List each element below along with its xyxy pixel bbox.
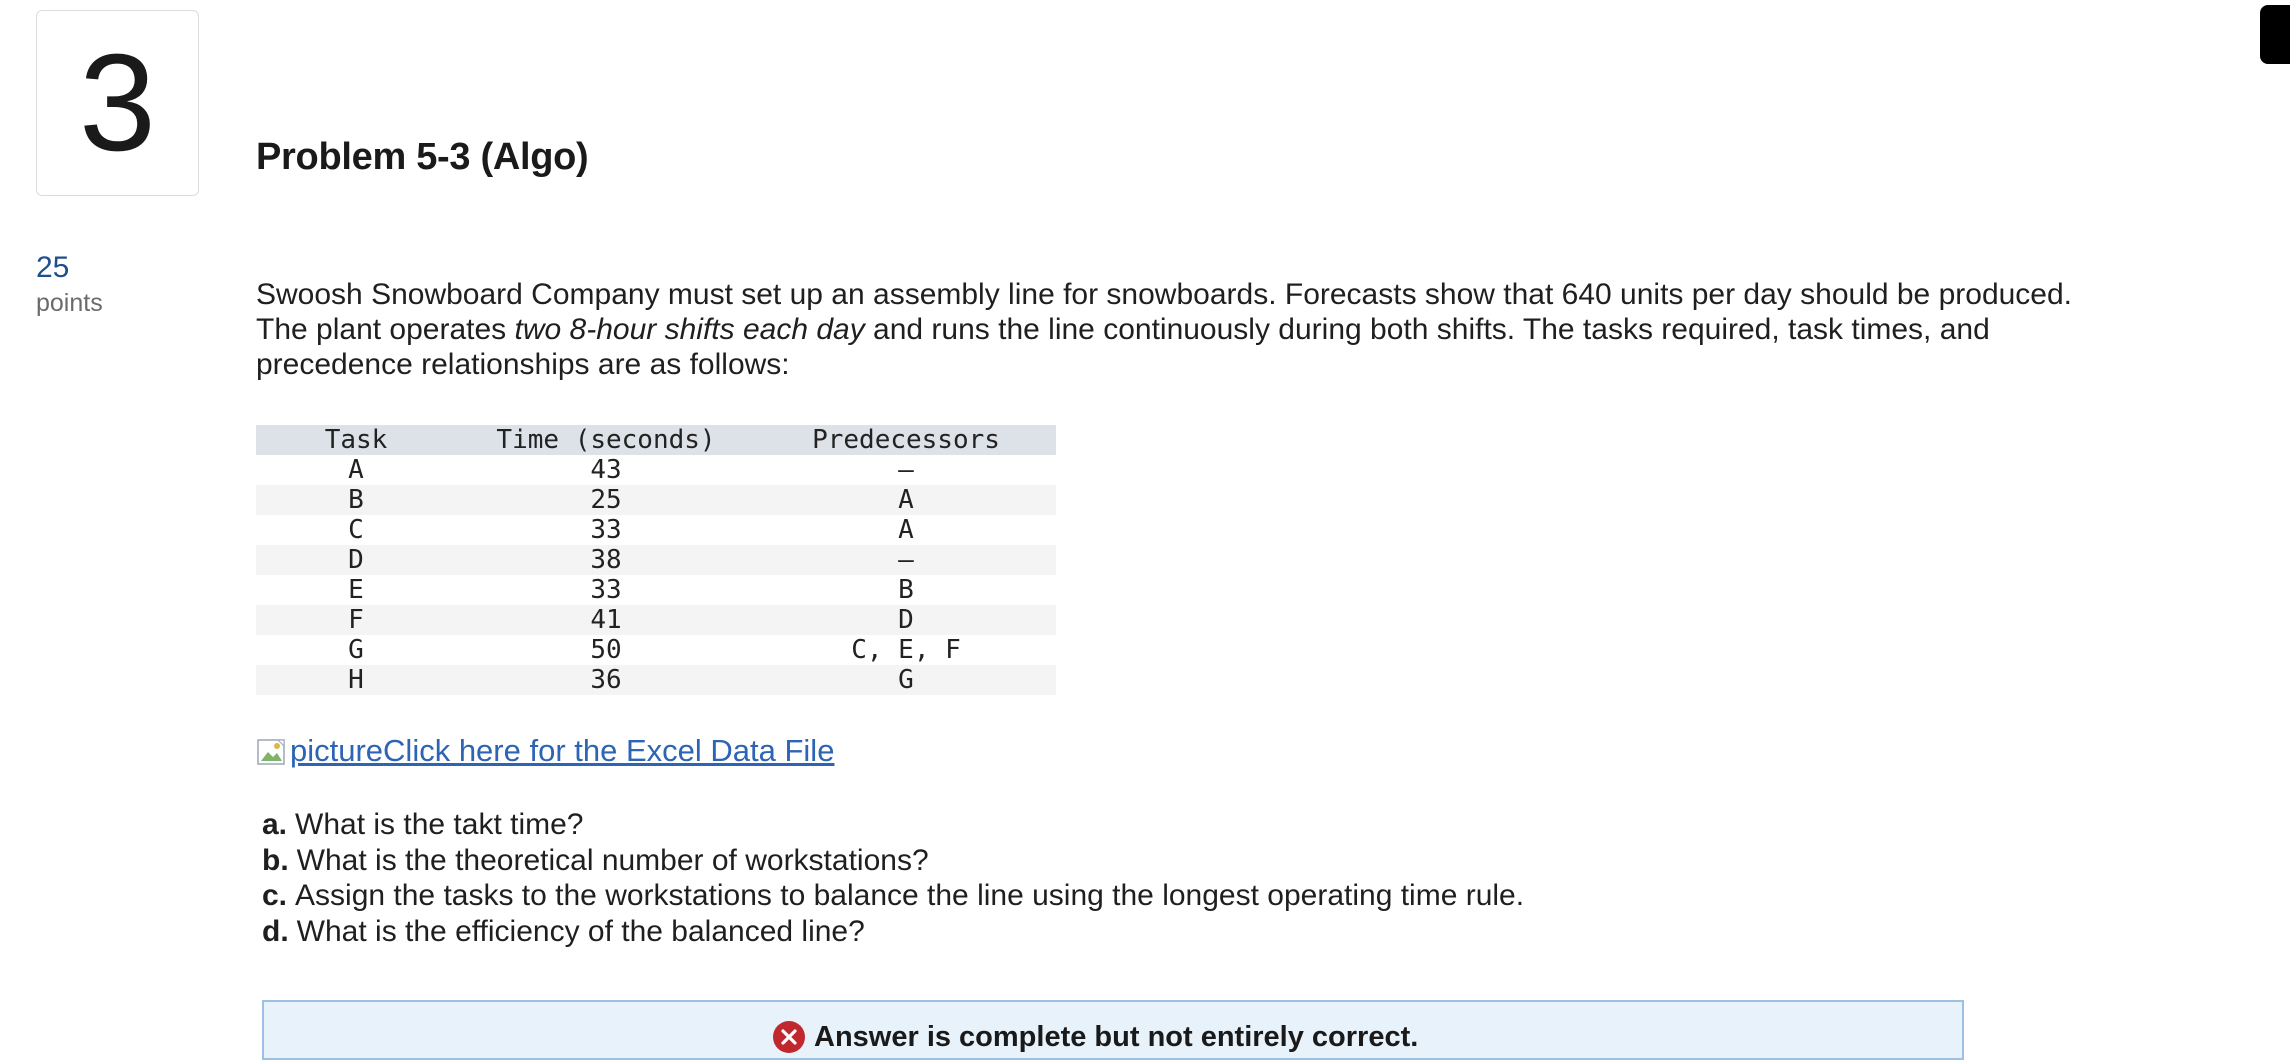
cell-time: 36	[590, 665, 622, 695]
cell-predecessors: —	[898, 455, 914, 485]
cell-time: 41	[590, 605, 622, 635]
excel-data-file-link[interactable]	[256, 733, 834, 769]
table-row	[256, 485, 1056, 515]
table-row	[256, 605, 1056, 635]
cell-task: E	[348, 575, 364, 605]
cell-task: A	[348, 455, 364, 485]
question-text: Assign the tasks to the workstations to balance the line using the longest operating time rule.	[295, 879, 1525, 912]
problem-statement-part2: and runs the line continuously during both shifts. The tasks required, task times, and precedence relationships are as follows:	[256, 313, 1990, 381]
cell-time: 38	[590, 545, 622, 575]
question-text: What is the efficiency of the balanced line?	[296, 914, 865, 948]
feedback-message: Answer is complete but not entirely correct.	[814, 1020, 1419, 1053]
cell-predecessors: —	[898, 545, 914, 575]
question-number: 3	[79, 26, 156, 180]
table-row	[256, 575, 1056, 605]
table-row	[256, 665, 1056, 695]
cell-task: B	[348, 485, 364, 515]
cell-predecessors: A	[898, 485, 914, 515]
cell-task: C	[348, 515, 364, 545]
question-text: What is the takt time?	[295, 808, 584, 841]
list-item	[262, 807, 1524, 843]
problem-statement-part1: Swoosh Snowboard Company must set up an assembly line for snowboards. Forecasts show that 640 units per day should be produced. The plant operates	[256, 278, 2073, 346]
points-label: points	[36, 289, 103, 317]
feedback-content	[772, 1020, 1418, 1054]
question-list	[262, 807, 1524, 949]
cell-task: D	[348, 545, 364, 575]
question-letter: b.	[262, 843, 289, 877]
problem-statement	[256, 277, 2116, 382]
side-panel-tab[interactable]	[2260, 5, 2290, 64]
cell-time: 50	[590, 635, 622, 665]
cell-task: H	[348, 665, 364, 695]
cell-predecessors: B	[898, 575, 914, 605]
table-header-time: Time (seconds)	[496, 425, 716, 455]
points-value: 25	[36, 251, 70, 284]
task-table	[256, 425, 1056, 695]
question-letter: d.	[262, 914, 289, 948]
list-item	[262, 878, 1524, 914]
table-row	[256, 455, 1056, 485]
cell-time: 25	[590, 485, 622, 515]
page-title: Problem 5-3 (Algo)	[256, 136, 589, 178]
question-letter: a.	[262, 808, 288, 841]
question-letter: c.	[262, 879, 288, 912]
table-header-task: Task	[324, 425, 388, 455]
table-row	[256, 545, 1056, 575]
cell-time: 33	[590, 515, 622, 545]
cell-predecessors: D	[898, 605, 914, 635]
excel-link-label: Click here for the Excel Data File	[383, 733, 835, 768]
cell-task: F	[348, 605, 364, 635]
cell-time: 43	[590, 455, 622, 485]
problem-statement-emphasis: two 8-hour shifts each day	[514, 313, 865, 346]
cell-time: 33	[590, 575, 622, 605]
question-text: What is the theoretical number of workstations?	[296, 843, 929, 877]
cell-task: G	[348, 635, 364, 665]
question-number-box	[36, 10, 199, 196]
list-item	[262, 914, 1524, 950]
table-row	[256, 635, 1056, 665]
broken-image-icon	[256, 737, 290, 769]
cell-predecessors: C, E, F	[851, 635, 961, 665]
answer-feedback-banner	[262, 1000, 1964, 1060]
table-header-row	[256, 425, 1056, 455]
excel-link-alt-text: picture	[290, 733, 384, 768]
list-item	[262, 843, 1524, 879]
cell-predecessors: G	[898, 665, 914, 695]
table-header-predecessors: Predecessors	[812, 425, 1000, 455]
cell-predecessors: A	[898, 515, 914, 545]
table-row	[256, 515, 1056, 545]
error-icon	[772, 1020, 806, 1054]
points-indicator	[36, 250, 103, 320]
